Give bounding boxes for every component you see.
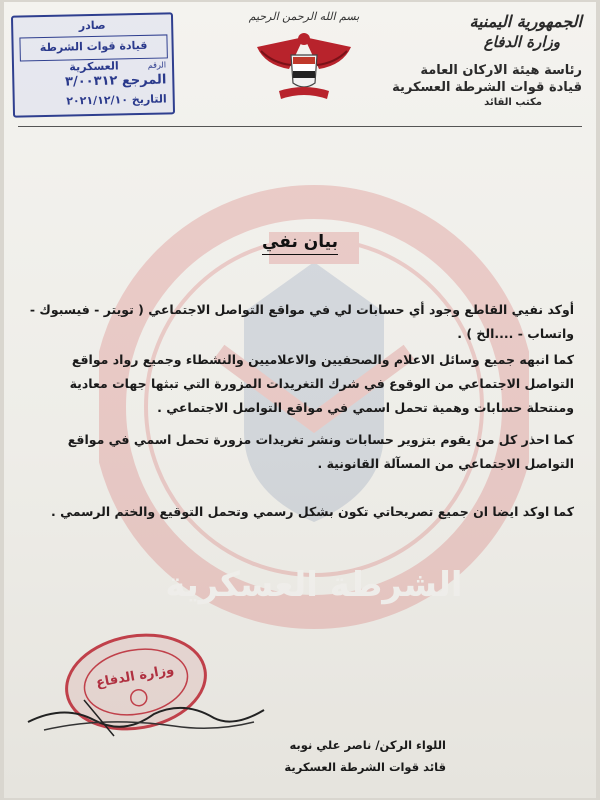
basmala: بسم الله الرحمن الرحيم — [248, 10, 360, 23]
stamp-label: صادر — [78, 18, 106, 33]
paragraph-1: أوكد نفيي القاطع وجود أي حسابات لي في مواقع التواصل الاجتماعي ( تويتر - فيسبوك - واتساب - ....الخ ) . — [29, 302, 574, 341]
header-center — [229, 10, 379, 109]
outgoing-stamp — [11, 12, 175, 117]
signatory-name: اللواء الركن/ ناصر علي نوبه — [289, 738, 446, 752]
signatory-title: قائد قوات الشرطة العسكرية — [284, 760, 446, 774]
stamp-ref-label: الرقم — [147, 60, 167, 70]
letterhead-office: مكتب القائد — [484, 97, 542, 108]
document-page — [4, 2, 596, 798]
letterhead-presidency: رئاسة هيئة الاركان العامة — [420, 63, 582, 78]
eagle-emblem-icon — [249, 25, 359, 105]
watermark-label: الشرطة العسكرية — [165, 565, 463, 605]
paragraph-3: كما احذر كل من يقوم بتزوير حسابات ونشر تغريدات مزورة تحمل اسمي في مواقع التواصل الاجتماعي من المسآلة القانونية . — [67, 432, 574, 471]
signature-block — [126, 734, 446, 778]
seal-text: وزارة الدفاع — [94, 662, 176, 691]
letterhead-command: قيادة قوات الشرطة العسكرية — [392, 80, 582, 95]
letterhead-country: الجمهورية اليمنية — [469, 12, 582, 31]
document-title — [4, 232, 596, 252]
letterhead — [382, 12, 582, 110]
letterhead-ministry: وزارة الدفاع — [483, 33, 560, 51]
header-divider — [18, 126, 582, 127]
paragraph-4: كما اوكد ايضا ان جميع تصريحاتي تكون بشكل رسمي وتحمل التوقيع والختم الرسمي . — [50, 504, 574, 519]
document-title-text: بيان نفي — [262, 232, 338, 255]
stamp-org: قيادة قوات الشرطة العسكرية — [19, 34, 167, 61]
stamp-reference: المرجع ٣/٠٠٣١٢ — [64, 72, 167, 90]
paragraph-2: كما انبهه جميع وسائل الاعلام والصحفيين والاعلاميين والنشطاء وجميع رواد مواقع التواصل الاجتماعي من الوقوع في شرك التغريدات المزورة التي تبثها جهات معادية ومنتحلة حسابات وهمية تحمل اسمي في مواقع التواصل الاجتماعي . — [69, 352, 574, 415]
stamp-date: التاريخ ٢٠٢١/١٢/١٠ — [66, 92, 167, 108]
